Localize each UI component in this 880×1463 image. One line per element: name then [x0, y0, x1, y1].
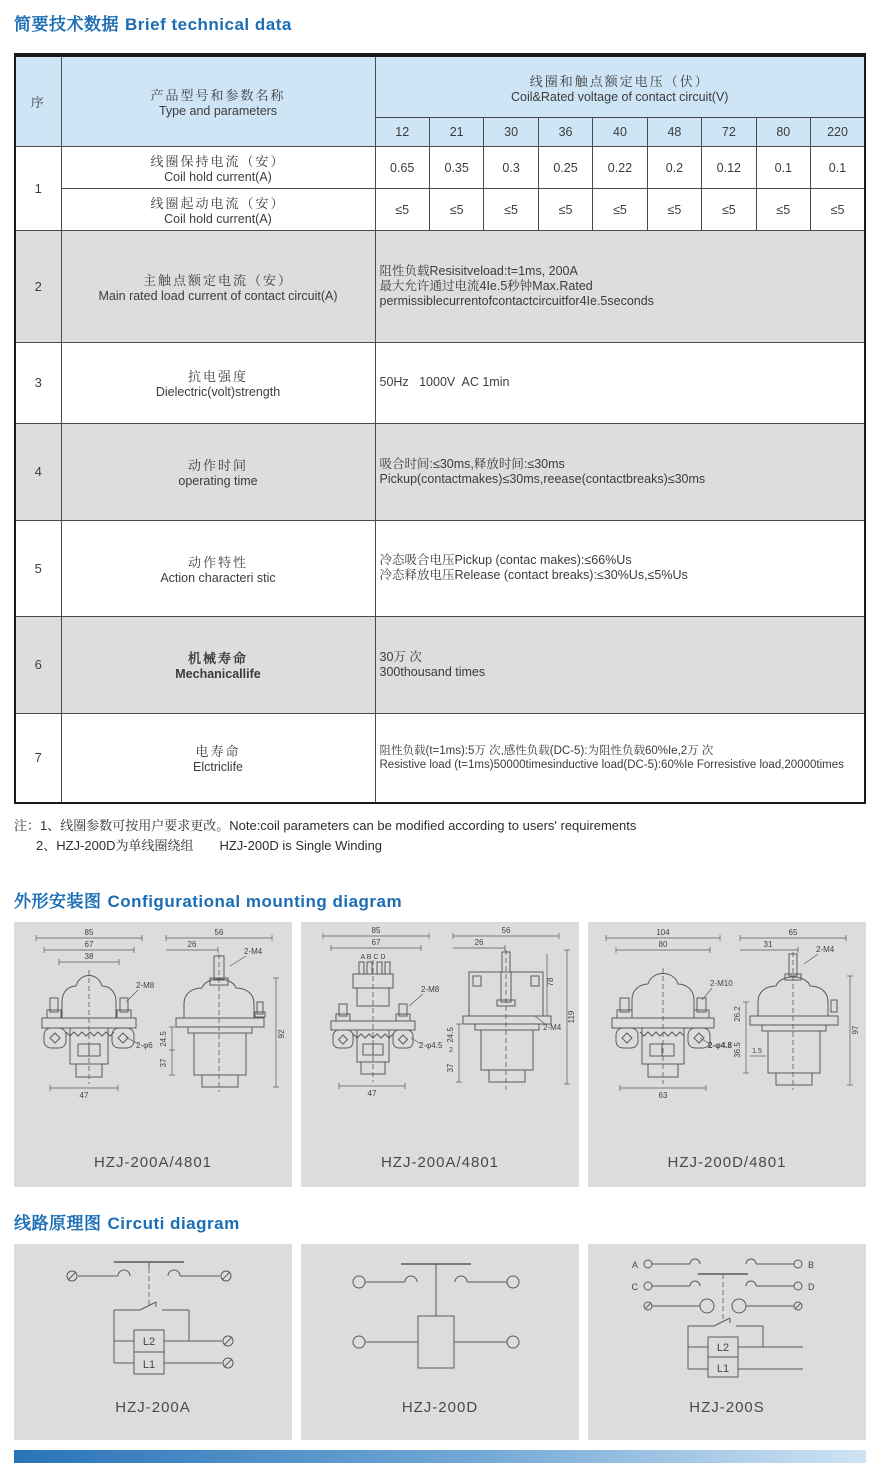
terminal-label: D [808, 1282, 815, 1293]
cell-value: 0.35 [429, 147, 483, 189]
terminal-icon [644, 1260, 652, 1268]
table-row-coil-start [15, 189, 865, 231]
section-title-mounting-en: Configurational mounting diagram [107, 892, 403, 912]
dim-label: 2-M8 [136, 981, 155, 991]
row-label: 机械寿命 Mechanicallife [61, 617, 375, 714]
dim-label: 2-φ4.5 [419, 1041, 443, 1051]
dim-label: 80 [658, 940, 668, 950]
terminal-label: A [631, 1260, 638, 1271]
section-title-circuit-en: Circuti diagram [107, 1214, 240, 1234]
voltage-col: 72 [702, 118, 756, 147]
voltage-col: 80 [756, 118, 810, 147]
circuit-caption-2: HZJ-200D [401, 1399, 479, 1417]
coil-label: L2 [142, 1336, 156, 1349]
contact-icon [455, 1276, 467, 1282]
circuit-drawing-2 [301, 1244, 579, 1392]
cell-value: 0.25 [538, 147, 592, 189]
mounting-drawing-1 [14, 922, 292, 1140]
contact-icon [746, 1281, 756, 1286]
section-title-circuit-zh: 线路原理图 [14, 1214, 102, 1234]
row-seq: 6 [15, 617, 61, 714]
contact-icon [690, 1259, 700, 1264]
terminal-icon [507, 1276, 519, 1288]
row-seq: 3 [15, 342, 61, 423]
cell-value: 30万 次 300thousand times [375, 617, 865, 714]
dim-label: 78 [546, 977, 555, 987]
contact-icon [746, 1259, 756, 1264]
circuit-caption-3: HZJ-200S [689, 1399, 765, 1417]
note-line-2: 2、HZJ-200D为单线圈绕组 HZJ-200D is Single Winding [36, 838, 383, 854]
bottom-accent-bar [14, 1450, 866, 1463]
dim-label: 2-φ6 [136, 1041, 153, 1051]
dim-label: 31 [763, 940, 773, 950]
voltage-col: 36 [538, 118, 592, 147]
circuit-caption-1: HZJ-200A [115, 1399, 191, 1417]
cell-value: ≤5 [811, 189, 866, 231]
cell-value: 阻性负载(t=1ms):5万 次,感性负载(DC-5):为阻性负载60%Ie,2万 次 Resistive load (t=1ms)50000timesinductive load(DC-5):60%Ie Forresistive load,20000times [375, 713, 865, 803]
col-header-voltage: 线圈和触点额定电压（伏） Coil&Rated voltage of contact circuit(V) [375, 55, 865, 118]
cell-value: 吸合时间:≤30ms,释放时间:≤30ms Pickup(contactmakes)≤30ms,reease(contactbreaks)≤30ms [375, 424, 865, 521]
cell-value: ≤5 [702, 189, 756, 231]
row-label: 线圈保持电流（安） Coil hold current(A) [61, 147, 375, 189]
dim-label: 2-M4 [543, 1023, 562, 1033]
table-row-operating-time [15, 424, 865, 521]
cell-value: ≤5 [429, 189, 483, 231]
section-title-brief-en: Brief technical data [125, 15, 292, 34]
dim-label: 26 [474, 938, 484, 948]
mounting-drawing-2 [301, 922, 579, 1140]
cell-value: 0.2 [647, 147, 701, 189]
dim-label: 67 [371, 938, 381, 948]
technical-data-table [14, 53, 866, 804]
mounting-caption-3: HZJ-200D/4801 [667, 1154, 787, 1172]
row-seq: 4 [15, 424, 61, 521]
voltage-col: 21 [429, 118, 483, 147]
mounting-panel-1 [14, 922, 292, 1187]
dim-label: 2-M10 [710, 979, 733, 989]
dim-label: 63 [658, 1091, 668, 1101]
dim-label: 26 [187, 940, 197, 950]
col-header-seq: 序 [15, 55, 61, 147]
table-notes [14, 816, 866, 858]
voltage-col: 40 [593, 118, 647, 147]
cell-value: 0.12 [702, 147, 756, 189]
section-title-brief-zh: 简要技术数据 [14, 15, 119, 34]
dim-label: 67 [84, 940, 94, 950]
row-seq: 1 [15, 147, 61, 231]
cell-value: 0.3 [484, 147, 538, 189]
dim-label: 56 [214, 928, 224, 938]
dim-label: 92 [277, 1029, 286, 1039]
pin-labels: A B C D [360, 954, 386, 962]
contact-icon [405, 1276, 417, 1282]
dim-label: 26.2 [733, 1006, 742, 1022]
terminal-icon [644, 1282, 652, 1290]
circuit-panel-2 [301, 1244, 579, 1440]
table-row-mechanical-life [15, 617, 865, 714]
col-header-type: 产品型号和参数名称 Type and parameters [61, 55, 375, 147]
cell-value: 阻性负载Resisitveload:t=1ms, 200A 最大允许通过电流4Ie.5秒钟Max.Rated permissiblecurrentofcontactcircuitfor4Ie.5seconds [375, 231, 865, 343]
row-seq: 2 [15, 231, 61, 343]
table-row-action-characteristic [15, 520, 865, 617]
dim-label: 37 [446, 1063, 455, 1073]
row-label: 线圈起动电流（安） Coil hold current(A) [61, 189, 375, 231]
coil-label: L1 [716, 1363, 730, 1376]
cell-value: 0.22 [593, 147, 647, 189]
dim-label: 2 [449, 1047, 453, 1055]
dim-label: 2-M4 [244, 947, 263, 957]
circuit-panel-3 [588, 1244, 866, 1440]
cell-value: ≤5 [538, 189, 592, 231]
voltage-col: 48 [647, 118, 701, 147]
contact-icon [690, 1281, 700, 1286]
table-row-electric-life [15, 713, 865, 803]
terminal-label: C [631, 1282, 638, 1293]
mounting-panel-3 [588, 922, 866, 1187]
dim-label: 85 [84, 928, 94, 938]
row-label: 抗电强度 Dielectric(volt)strength [61, 342, 375, 423]
section-title-circuit [14, 1209, 866, 1234]
row-label: 动作时间 operating time [61, 424, 375, 521]
cell-value: 0.65 [375, 147, 429, 189]
mounting-drawing-3 [588, 922, 866, 1140]
terminal-icon [794, 1282, 802, 1290]
row-label: 动作特性 Action characteri stic [61, 520, 375, 617]
coil-label: L1 [142, 1359, 156, 1372]
circuit-drawing-3 [588, 1244, 866, 1392]
dim-label: 47 [367, 1089, 377, 1099]
dim-label: 24.5 [446, 1027, 455, 1043]
dim-label: 65 [788, 928, 798, 938]
coil-box [418, 1316, 454, 1368]
dim-label: 97 [851, 1025, 860, 1035]
voltage-col: 220 [811, 118, 866, 147]
table-row-coil-hold [15, 147, 865, 189]
note-line-1: 注：1、线圈参数可按用户要求更改。Note:coil parameters can be modified according to users' requirements [14, 817, 637, 833]
section-title-mounting [14, 887, 866, 912]
cell-value: ≤5 [756, 189, 810, 231]
coil-label: L2 [716, 1342, 730, 1355]
dim-label: 47 [79, 1091, 89, 1101]
section-title-brief [14, 10, 866, 35]
cell-value: ≤5 [647, 189, 701, 231]
cell-value: 0.1 [756, 147, 810, 189]
terminal-label: B [808, 1260, 815, 1271]
row-label: 电寿命 Elctriclife [61, 713, 375, 803]
dim-label: 85 [371, 926, 381, 936]
cell-value: ≤5 [593, 189, 647, 231]
terminal-icon [794, 1260, 802, 1268]
cell-value: 冷态吸合电压Pickup (contac makes):≤66%Us 冷态释放电压Release (contact breaks):≤30%Us,≤5%Us [375, 520, 865, 617]
main-contact-icon [700, 1299, 714, 1313]
circuit-panel-1 [14, 1244, 292, 1440]
section-title-mounting-zh: 外形安装图 [14, 892, 102, 912]
dim-label: 24.5 [159, 1031, 168, 1047]
mounting-panel-2 [301, 922, 579, 1187]
voltage-col: 12 [375, 118, 429, 147]
cell-value: ≤5 [484, 189, 538, 231]
dim-label: 56 [501, 926, 511, 936]
dim-label: 36.5 [733, 1042, 742, 1058]
terminal-icon [353, 1336, 365, 1348]
row-seq: 7 [15, 713, 61, 803]
contact-icon [168, 1270, 180, 1276]
circuit-panels-row [14, 1244, 866, 1440]
mounting-caption-1: HZJ-200A/4801 [93, 1154, 213, 1172]
cell-value: 50Hz 1000V AC 1min [375, 342, 865, 423]
mounting-panels-row [14, 922, 866, 1187]
dim-label: 119 [567, 1010, 576, 1024]
table-row-main-current [15, 231, 865, 343]
cell-value: ≤5 [375, 189, 429, 231]
circuit-drawing-1 [14, 1244, 292, 1392]
table-row-dielectric [15, 342, 865, 423]
dim-label: 104 [656, 928, 670, 938]
dim-label: 1.5 [752, 1048, 762, 1056]
row-seq: 5 [15, 520, 61, 617]
row-label: 主触点额定电流（安） Main rated load current of contact circuit(A) [61, 231, 375, 343]
dim-label: 37 [159, 1058, 168, 1068]
dim-label: 38 [84, 952, 94, 962]
mounting-caption-2: HZJ-200A/4801 [380, 1154, 500, 1172]
cell-value: 0.1 [811, 147, 866, 189]
dim-label: 2-M4 [816, 945, 835, 955]
main-contact-icon [732, 1299, 746, 1313]
dim-label: 2-φ4.8 [708, 1041, 732, 1051]
contact-icon [118, 1270, 130, 1276]
terminal-icon [507, 1336, 519, 1348]
voltage-col: 30 [484, 118, 538, 147]
terminal-icon [353, 1276, 365, 1288]
dim-label: 2-M8 [421, 985, 440, 995]
